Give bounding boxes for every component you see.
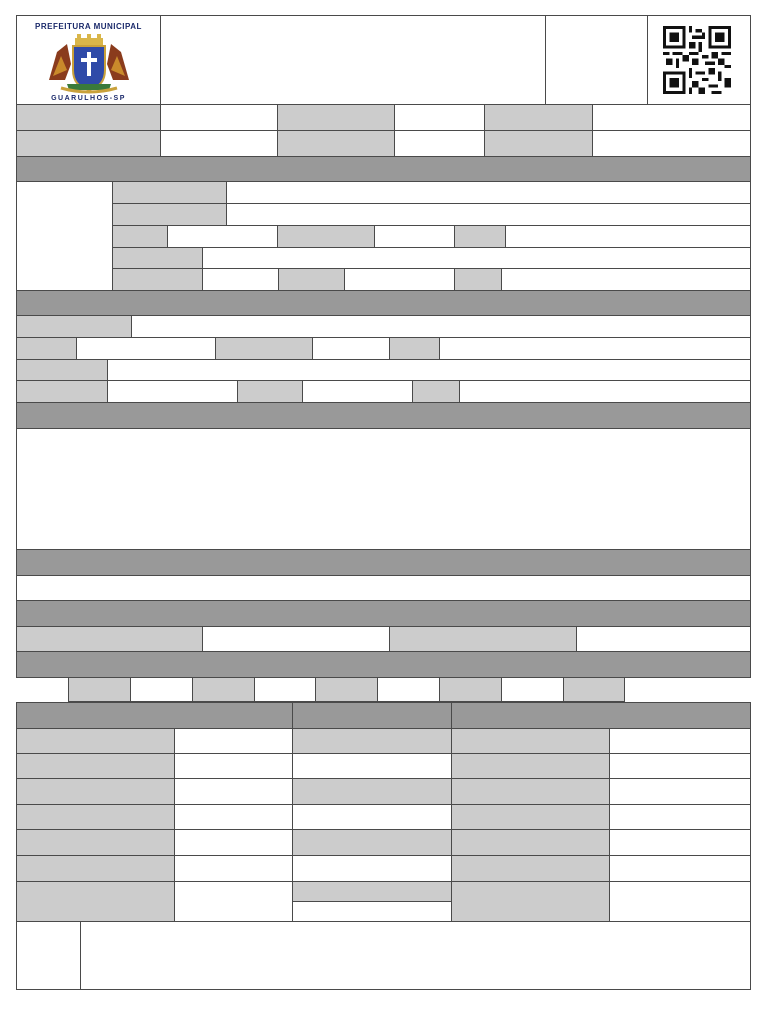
grid-r6-cell-2[interactable] xyxy=(292,855,452,882)
grid-header-2 xyxy=(292,702,452,729)
s2-row4-field-1[interactable] xyxy=(107,380,238,403)
qr-code-cell xyxy=(647,15,751,105)
grid-r6-label-3 xyxy=(451,855,610,882)
logo-cell xyxy=(16,15,161,105)
grid-r1-field-3[interactable] xyxy=(609,728,751,754)
grid-r3-label-1 xyxy=(16,778,175,805)
section-header-3 xyxy=(16,402,751,429)
grid-r5-field-1[interactable] xyxy=(174,829,293,856)
grid-r2-label-1 xyxy=(16,753,175,779)
s2-row4-label-1 xyxy=(16,380,108,403)
s6-box-1 xyxy=(68,677,131,702)
s1-row2-label xyxy=(112,203,227,226)
s6-box-2 xyxy=(192,677,255,702)
footer-notes-area[interactable] xyxy=(80,921,751,990)
logo-bottom-text: GUARULHOS-SP xyxy=(51,95,126,102)
id-row2-field-3[interactable] xyxy=(592,130,751,157)
s1-row5-field-3[interactable] xyxy=(501,268,751,291)
s2-row2-field-1[interactable] xyxy=(76,337,216,360)
grid-r1-cell-2 xyxy=(292,728,452,754)
s2-row3-label xyxy=(16,359,108,381)
s1-row1-field[interactable] xyxy=(226,181,751,204)
id-row1-field-1[interactable] xyxy=(160,104,278,131)
s1-row3-label-3 xyxy=(454,225,506,248)
s1-row3-field-1[interactable] xyxy=(167,225,278,248)
s1-row5-field-1[interactable] xyxy=(202,268,279,291)
grid-r4-label-1 xyxy=(16,804,175,830)
grid-r6-label-1 xyxy=(16,855,175,882)
s5-field-1[interactable] xyxy=(202,626,390,652)
grid-r2-label-3 xyxy=(451,753,610,779)
s2-row4-label-3 xyxy=(412,380,460,403)
s6-box-5 xyxy=(563,677,625,702)
grid-r5-cell-2 xyxy=(292,829,452,856)
grid-r5-label-3 xyxy=(451,829,610,856)
grid-r4-field-3[interactable] xyxy=(609,804,751,830)
qr-code-icon xyxy=(663,26,731,94)
id-row1-label-2 xyxy=(277,104,395,131)
s2-row2-label-1 xyxy=(16,337,77,360)
footer-left-cell xyxy=(16,921,81,990)
section4-field[interactable] xyxy=(16,575,751,601)
s5-field-2[interactable] xyxy=(576,626,751,652)
grid-r1-field-1[interactable] xyxy=(174,728,293,754)
section-header-5 xyxy=(16,600,751,627)
grid-r3-field-1[interactable] xyxy=(174,778,293,805)
s2-row4-field-2[interactable] xyxy=(302,380,413,403)
logo-top-text: PREFEITURA MUNICIPAL xyxy=(35,22,142,31)
s1-row3-label-1 xyxy=(112,225,168,248)
s2-row2-label-3 xyxy=(389,337,440,360)
grid-r1-label-3 xyxy=(451,728,610,754)
s1-row3-field-3[interactable] xyxy=(505,225,751,248)
grid-r2-field-1[interactable] xyxy=(174,753,293,779)
grid-r6-field-1[interactable] xyxy=(174,855,293,882)
section-header-2 xyxy=(16,290,751,316)
s5-label-1 xyxy=(16,626,203,652)
section-header-1 xyxy=(16,156,751,182)
s6-field-4[interactable] xyxy=(501,677,564,702)
grid-r7-cell-2-top xyxy=(292,881,452,902)
s2-row2-label-2 xyxy=(215,337,313,360)
id-row2-label-3 xyxy=(484,130,593,157)
s6-field-2[interactable] xyxy=(254,677,316,702)
s6-field-3[interactable] xyxy=(377,677,440,702)
s1-row4-field[interactable] xyxy=(202,247,751,269)
s1-row5-label-2 xyxy=(278,268,345,291)
s2-row2-field-3[interactable] xyxy=(439,337,751,360)
s1-row5-field-2[interactable] xyxy=(344,268,455,291)
grid-r5-field-3[interactable] xyxy=(609,829,751,856)
s6-box-3 xyxy=(315,677,378,702)
s2-row4-label-2 xyxy=(237,380,303,403)
grid-r3-cell-2 xyxy=(292,778,452,805)
grid-r7-field-1[interactable] xyxy=(174,881,293,922)
section-header-4 xyxy=(16,549,751,576)
city-coat-of-arms-logo xyxy=(41,30,137,96)
header-title-cell xyxy=(160,15,546,105)
s6-box-4 xyxy=(439,677,502,702)
grid-r5-label-1 xyxy=(16,829,175,856)
s1-row3-label-2 xyxy=(277,225,375,248)
header-info-cell xyxy=(545,15,648,105)
grid-r7-cell-2-bottom[interactable] xyxy=(292,901,452,922)
grid-r2-cell-2[interactable] xyxy=(292,753,452,779)
id-row1-field-2[interactable] xyxy=(394,104,485,131)
section3-text-area[interactable] xyxy=(16,428,751,550)
id-row2-field-1[interactable] xyxy=(160,130,278,157)
grid-r7-field-3[interactable] xyxy=(609,881,751,922)
s2-row1-field[interactable] xyxy=(131,315,751,338)
id-row1-field-3[interactable] xyxy=(592,104,751,131)
grid-header-1 xyxy=(16,702,293,729)
s1-row1-label xyxy=(112,181,227,204)
s1-row5-label-3 xyxy=(454,268,502,291)
grid-r4-cell-2[interactable] xyxy=(292,804,452,830)
id-row1-label-1 xyxy=(16,104,161,131)
s1-row5-label-1 xyxy=(112,268,203,291)
grid-r7-label-3 xyxy=(451,881,610,922)
s1-row4-label xyxy=(112,247,203,269)
id-row1-label-3 xyxy=(484,104,593,131)
s2-row4-field-3[interactable] xyxy=(459,380,751,403)
s2-row1-label xyxy=(16,315,132,338)
s5-label-2 xyxy=(389,626,577,652)
s2-row2-field-2[interactable] xyxy=(312,337,390,360)
s6-field-1[interactable] xyxy=(130,677,193,702)
grid-r3-label-3 xyxy=(451,778,610,805)
s2-row3-field[interactable] xyxy=(107,359,751,381)
s1-row2-field[interactable] xyxy=(226,203,751,226)
grid-r2-field-3[interactable] xyxy=(609,753,751,779)
id-row2-field-2[interactable] xyxy=(394,130,485,157)
grid-header-3 xyxy=(451,702,751,729)
grid-r6-field-3[interactable] xyxy=(609,855,751,882)
id-row2-label-2 xyxy=(277,130,395,157)
grid-r4-field-1[interactable] xyxy=(174,804,293,830)
id-row2-label-1 xyxy=(16,130,161,157)
section1-photo-cell xyxy=(16,181,113,291)
section-header-6 xyxy=(16,651,751,678)
grid-r1-label-1 xyxy=(16,728,175,754)
grid-r7-label-1 xyxy=(16,881,175,922)
grid-r4-label-3 xyxy=(451,804,610,830)
grid-r3-field-3[interactable] xyxy=(609,778,751,805)
s1-row3-field-2[interactable] xyxy=(374,225,455,248)
